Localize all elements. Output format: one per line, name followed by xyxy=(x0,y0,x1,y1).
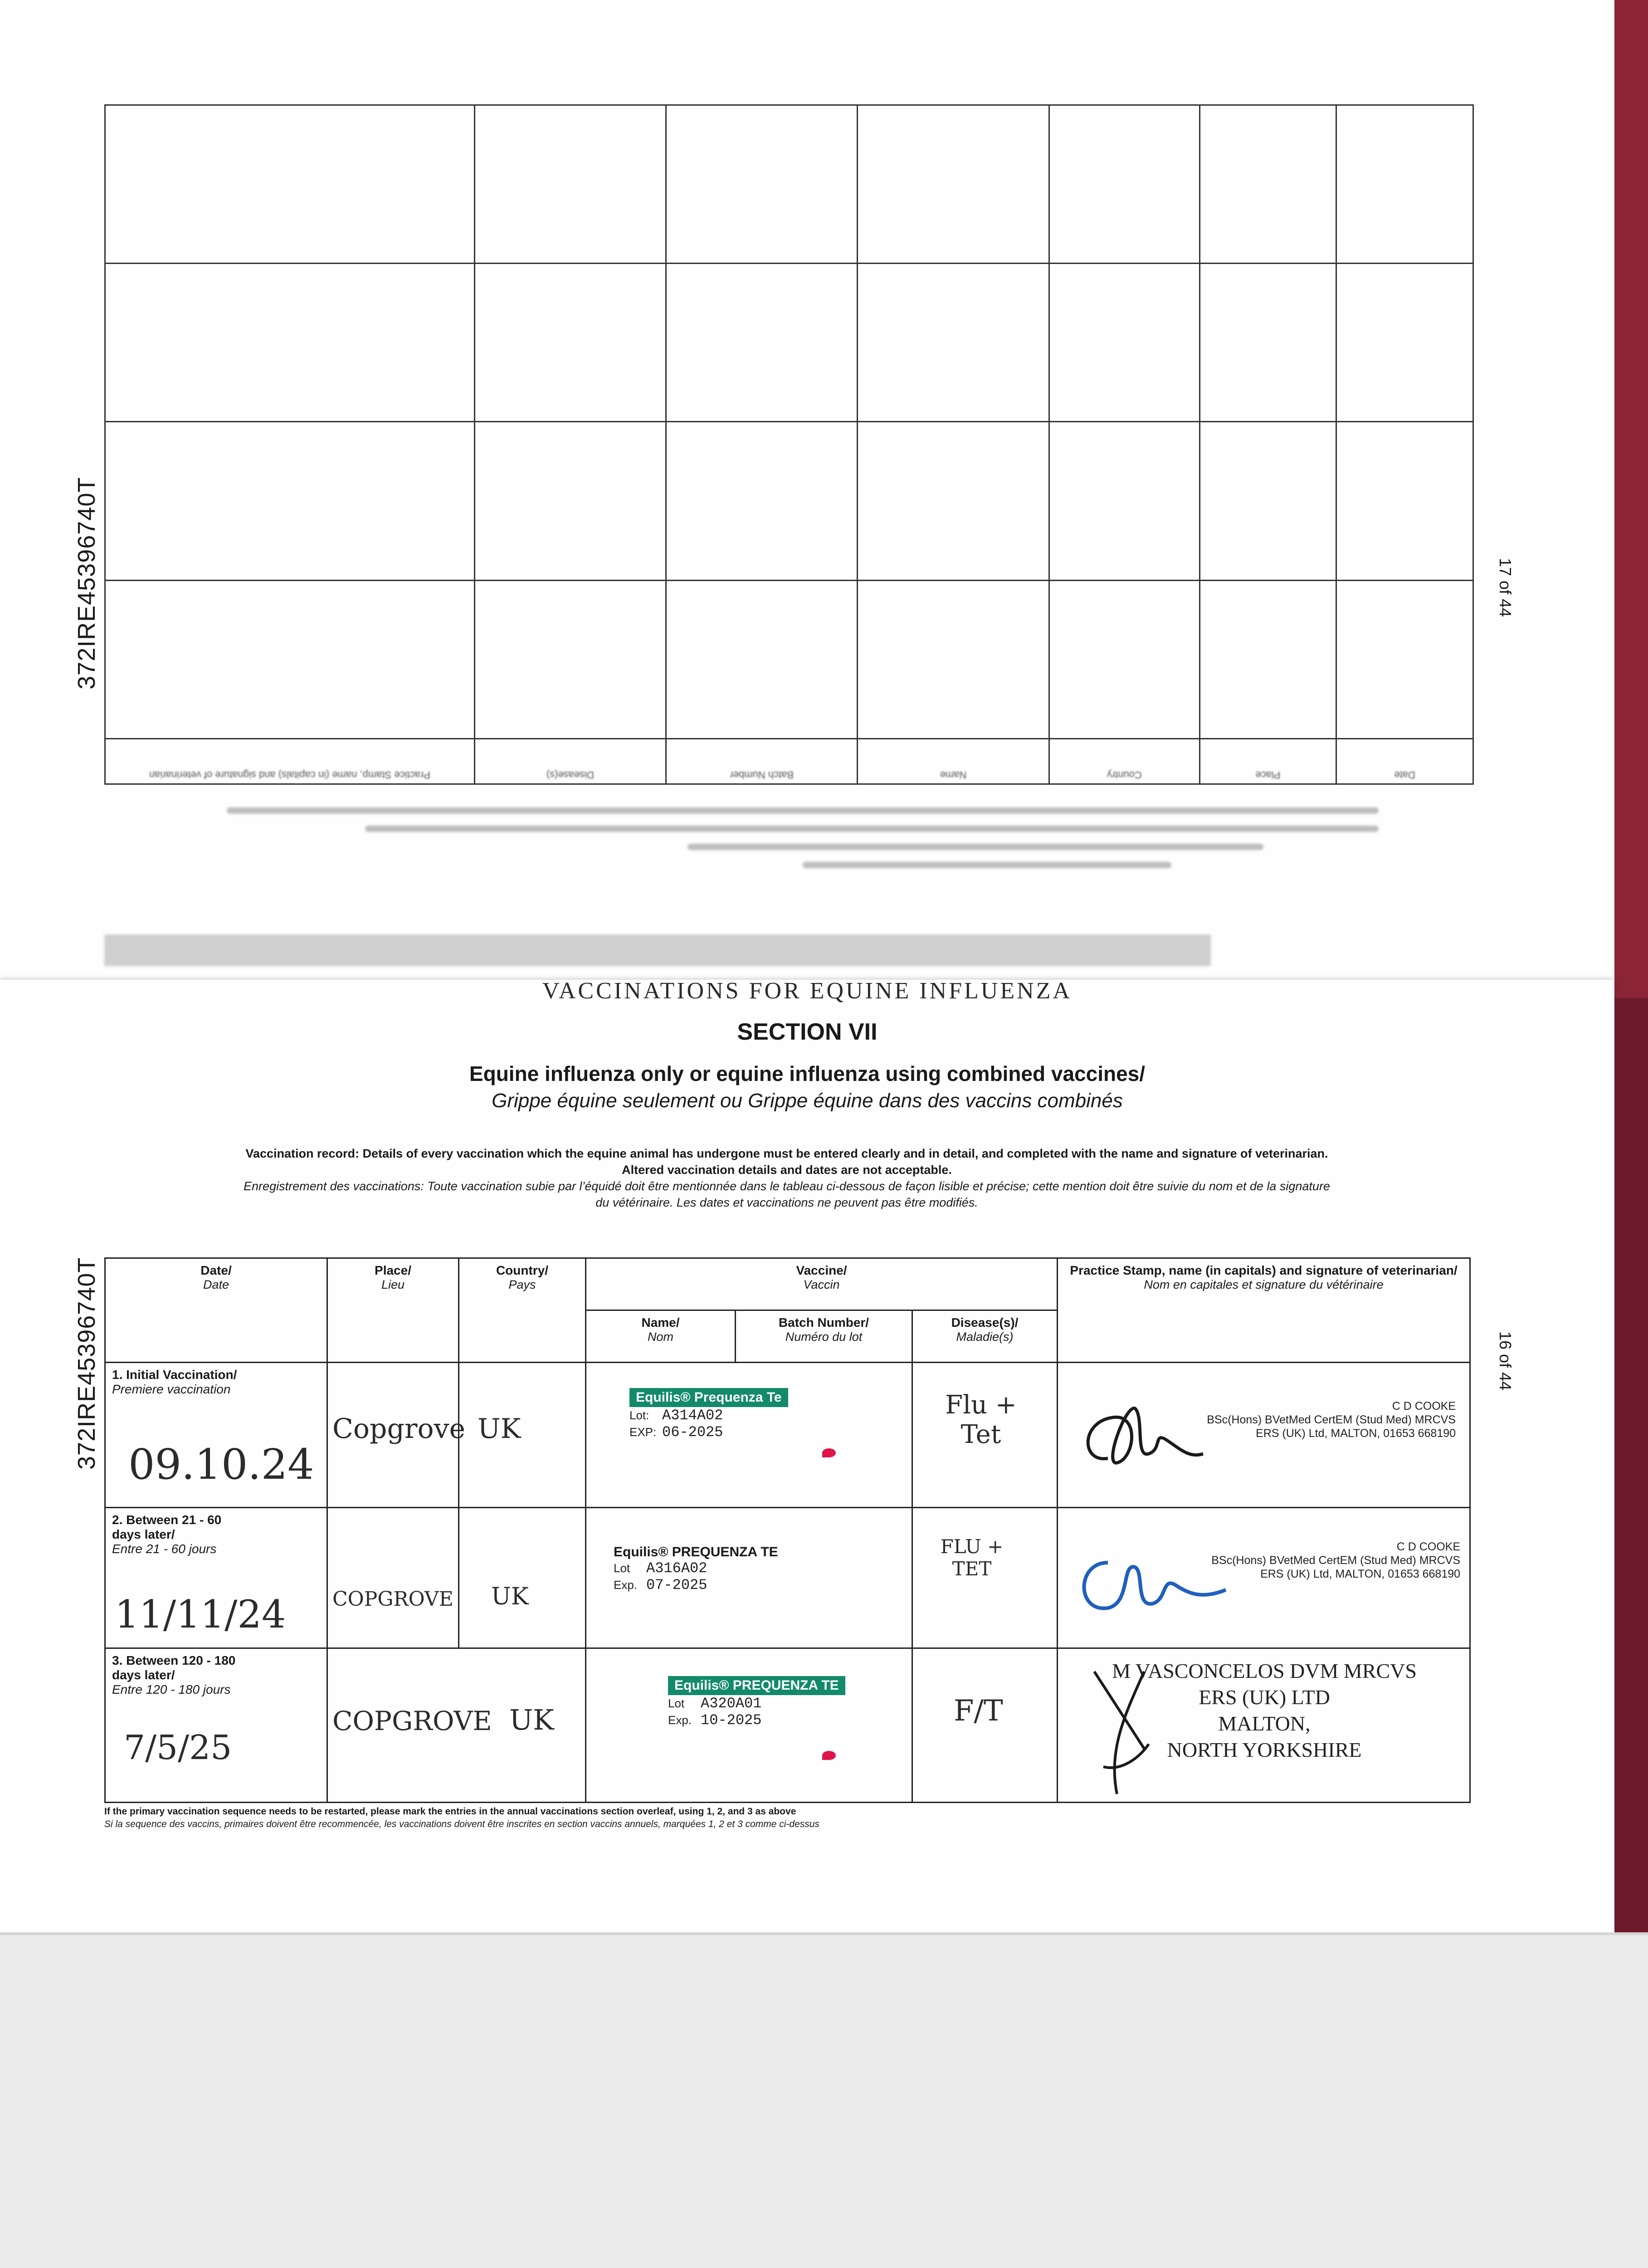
row-2-label-2: days later/ xyxy=(112,1527,175,1541)
row-2-label: 2. Between 21 - 60 xyxy=(112,1513,222,1527)
hdr-place: Place xyxy=(1199,739,1336,784)
row-1-date: 09.10.24 xyxy=(128,1440,314,1489)
col-country-header: Country/ Pays xyxy=(459,1258,586,1363)
row-1-stamp-cell xyxy=(1058,1363,1470,1508)
row-3-date-cell xyxy=(105,1648,327,1803)
col-stamp-header: Practice Stamp, name (in capitals) and signature of veterinarian/ Nom en capitales et signature du vétérinaire xyxy=(1058,1258,1470,1363)
row-2-place: COPGROVE xyxy=(332,1588,453,1611)
row-3-country: UK xyxy=(509,1703,554,1736)
row-3-vaccine-name: Equilis® PREQUENZA TE xyxy=(668,1676,845,1695)
hdr-date: Date xyxy=(1336,739,1473,784)
intro-fr-1: Enregistrement des vaccinations: Toute vaccination subie par l’équidé doit être mentionnée dans le tableau ci-dessous de façon lisible et précise; cette mention doit être suivie du nom et de la signature xyxy=(244,1179,1330,1193)
upper-page xyxy=(0,0,1614,980)
row-2-date-cell xyxy=(105,1508,327,1648)
row-2-label-fr: Entre 21 - 60 jours xyxy=(112,1542,217,1556)
row-3-vaccine-cell xyxy=(586,1648,912,1803)
row-3-expiry: 10-2025 xyxy=(701,1712,762,1729)
row-1-place-cell xyxy=(327,1363,466,1508)
row-2-lot: A316A02 xyxy=(646,1560,707,1577)
footnote-fr: Si la sequence des vaccins, primaires doivent être recommencée, les vaccinations doivent être inscrites en section vaccins annuels, marquées 1, 2 et 3 comme ci-dessus xyxy=(104,1819,819,1829)
row-3-lot: A320A01 xyxy=(701,1695,762,1712)
footnote xyxy=(104,1805,1238,1831)
page-number-lower: 16 of 44 xyxy=(1496,1331,1515,1391)
page-number-upper: 17 of 44 xyxy=(1496,558,1515,617)
row-1-disease: Flu + Tet xyxy=(945,1390,1017,1449)
row-1-disease-cell xyxy=(912,1363,1058,1508)
table-row xyxy=(105,1648,1470,1803)
row-2-date: 11/11/24 xyxy=(115,1592,286,1637)
row-3-date: 7/5/25 xyxy=(124,1728,232,1767)
row-3-place: COPGROVE xyxy=(332,1706,492,1736)
row-2-vaccine-sticker: Equilis® PREQUENZA TE Lot A316A02 Exp. 07-2025 xyxy=(614,1545,868,1617)
row-3-place-country-cell xyxy=(327,1648,586,1803)
section-title-en: Equine influenza only or equine influenza using combined vaccines/ xyxy=(469,1062,1146,1085)
scanner-background xyxy=(0,1932,1648,2268)
col-batch-header: Batch Number/ Numéro du lot xyxy=(736,1310,912,1363)
vaccination-table xyxy=(104,1257,1471,1803)
record-intro xyxy=(104,1145,1469,1211)
row-1-lot: A314A02 xyxy=(662,1407,723,1424)
row-1-label-fr: Premiere vaccination xyxy=(112,1382,231,1396)
red-tab-icon xyxy=(822,1751,836,1760)
intro-en-1: Vaccination record: Details of every vaccination which the equine animal has undergone must be entered clearly and in detail, and completed with the name and signature of veterinarian. xyxy=(245,1147,1328,1160)
row-1-vaccine-name: Equilis® Prequenza Te xyxy=(629,1388,788,1407)
row-3-label: 3. Between 120 - 180 xyxy=(112,1653,236,1667)
row-1-vaccine-cell xyxy=(586,1363,912,1508)
blank-annual-vaccination-table xyxy=(104,104,1474,785)
row-3-disease-cell xyxy=(912,1648,1058,1803)
row-2-country: UK xyxy=(491,1583,529,1610)
row-2-country-cell xyxy=(459,1508,586,1648)
row-1-place: Copgrove xyxy=(332,1413,466,1445)
passport-id-upper: 372IRE45396740T xyxy=(73,477,100,689)
blurred-upside-down-text xyxy=(227,807,1379,880)
hdr-batch: Batch Number xyxy=(666,739,858,784)
row-1-country: UK xyxy=(478,1413,521,1445)
row-3-label-fr: Entre 120 - 180 jours xyxy=(112,1682,231,1696)
intro-en-2: Altered vaccination details and dates are not acceptable. xyxy=(622,1163,952,1177)
row-1-label: 1. Initial Vaccination/ xyxy=(112,1368,237,1382)
row-1-practice-stamp: C D COOKE BSc(Hons) BVetMed CertEM (Stud Med) MRCVS ERS (UK) Ltd, MALTON, 01653 668190 xyxy=(1207,1400,1456,1440)
row-1-vaccine-sticker: Equilis® Prequenza Te Lot: A314A02 EXP: 06-2025 xyxy=(629,1388,797,1461)
col-place-header: Place/ Lieu xyxy=(327,1258,459,1363)
intro-fr-2: du vétérinaire. Les dates et vaccinations ne peuvent pas être modifiés. xyxy=(595,1196,978,1209)
row-3-disease: F/T xyxy=(954,1694,1003,1728)
row-2-practice-stamp: C D COOKE BSc(Hons) BVetMed CertEM (Stud Med) MRCVS ERS (UK) Ltd, MALTON, 01653 668190 xyxy=(1211,1540,1461,1580)
row-3-label-2: days later/ xyxy=(112,1668,175,1682)
decorative-title: VACCINATIONS FOR EQUINE INFLUENZA xyxy=(542,978,1072,1004)
table-row xyxy=(105,1508,1470,1648)
hdr-disease: Disease(s) xyxy=(474,739,666,784)
row-2-vaccine-name: Equilis® PREQUENZA TE xyxy=(614,1545,778,1559)
row-1-signature xyxy=(1072,1390,1208,1481)
section-label: SECTION VII xyxy=(737,1019,878,1045)
row-3-practice-stamp: M VASCONCELOS DVM MRCVS ERS (UK) LTD MALTON, NORTH YORKSHIRE xyxy=(1112,1659,1417,1761)
row-2-expiry: 07-2025 xyxy=(646,1577,707,1593)
table-row xyxy=(105,1363,1470,1508)
row-2-signature xyxy=(1067,1535,1230,1626)
red-tab-icon xyxy=(822,1448,836,1457)
row-3-signature xyxy=(1076,1658,1167,1799)
col-vaccine-header: Vaccine/ Vaccin xyxy=(586,1258,1058,1310)
row-3-vaccine-sticker: Equilis® PREQUENZA TE Lot A320A01 Exp. 10-2025 xyxy=(668,1676,868,1749)
footnote-en: If the primary vaccination sequence needs to be restarted, please mark the entries in the annual vaccinations section overleaf, using 1, 2, and 3 as above xyxy=(104,1806,796,1817)
row-2-place-cell xyxy=(327,1508,459,1648)
hdr-stamp: Practice Stamp, name (in capitals) and signature of veterinarian xyxy=(105,739,475,784)
section-title-fr: Grippe équine seulement ou Grippe équine dans des vaccins combinés xyxy=(492,1090,1123,1112)
row-2-stamp-cell xyxy=(1058,1508,1470,1648)
passport-cover-lower xyxy=(1614,998,1648,1987)
hdr-name: Name xyxy=(858,739,1049,784)
blurred-upside-down-header xyxy=(104,934,1211,966)
row-2-vaccine-cell xyxy=(586,1508,912,1648)
row-2-disease-cell xyxy=(912,1508,1058,1648)
row-3-stamp-cell xyxy=(1058,1648,1470,1803)
row-1-expiry: 06-2025 xyxy=(662,1424,723,1441)
passport-id-lower: 372IRE45396740T xyxy=(73,1257,100,1470)
col-disease-header: Disease(s)/ Maladie(s) xyxy=(912,1310,1058,1363)
col-name-header: Name/ Nom xyxy=(586,1310,736,1363)
row-1-date-cell xyxy=(105,1363,327,1508)
row-2-disease: FLU + TET xyxy=(940,1535,1004,1580)
row-1-country-cell xyxy=(459,1363,586,1508)
hdr-country: Country xyxy=(1049,739,1199,784)
col-date-header: Date/ Date xyxy=(105,1258,327,1363)
